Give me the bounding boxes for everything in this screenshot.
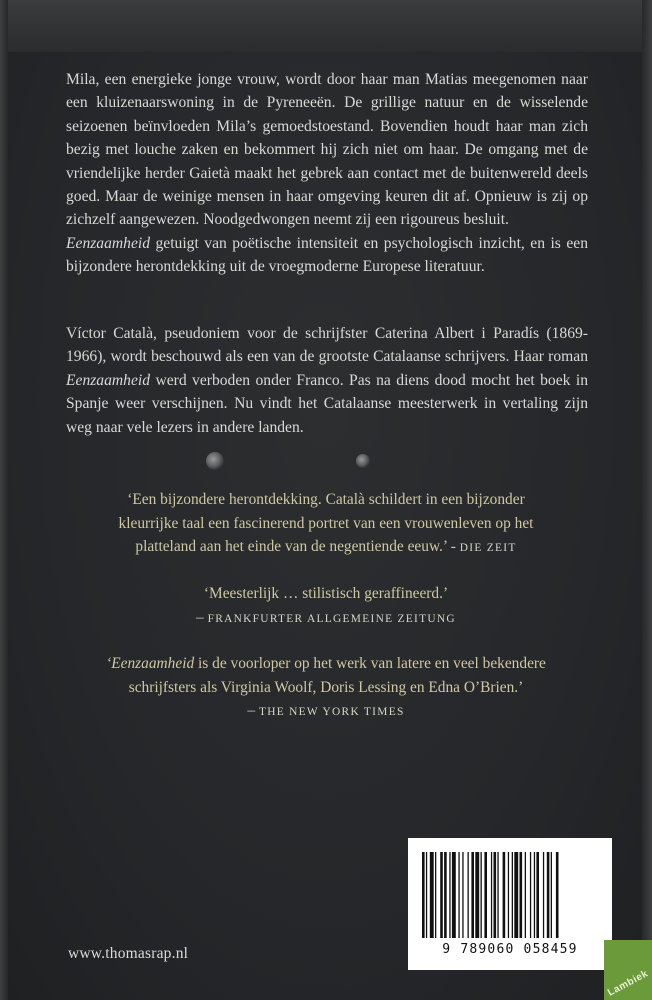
isbn-number: 9 789060 058459 bbox=[442, 942, 578, 957]
quote-source: FRANKFURTER ALLGEMEINE ZEITUNG bbox=[207, 612, 456, 625]
quote-text: is de voorloper op het werk van latere en veel bekendere bbox=[194, 655, 546, 672]
barcode-graphic bbox=[422, 852, 598, 940]
sticker-text: Lambiek bbox=[605, 968, 651, 999]
publisher-url: www.thomasrap.nl bbox=[68, 945, 189, 962]
quote-source: DIE ZEIT bbox=[459, 542, 517, 555]
synopsis-conclusion-text: getuigt van poëtische intensiteit en psychologisch inzicht, en is een bijzondere herontdekking uit de vroegmoderne Europese literatuur. bbox=[66, 234, 588, 276]
book-title-italic: Eenzaamheid bbox=[66, 371, 151, 389]
cover-scratch-mark bbox=[356, 454, 370, 468]
quote-line: kleurrijke taal een fascinerend portret van een vrouwenleven op het bbox=[118, 514, 534, 532]
cover-scratch-mark bbox=[206, 452, 224, 470]
quote-line bbox=[40, 606, 612, 632]
review-quote-nyt bbox=[40, 652, 612, 725]
book-title-italic: ‘Eenzaamheid bbox=[106, 655, 195, 672]
synopsis-main: Mila, een energieke jonge vrouw, wordt door haar man Matias meegenomen naar een kluizenaarswoning in de Pyreneeën. De grillige natuur en de wisselende seizoenen beïnvloeden Mila’s gemoedstoestand. Bovendien houdt haar man zich bezig met louche zaken en bekommert hij zich niet om haar. De omgang met de vriendelijke herder Gaietà maakt het gebrek aan contact met de buitenwereld deels goed. Maar de weinige mensen in haar omgeving keuren dit af. Opnieuw is zij op zichzelf aangewezen. Noodgedwongen neemt zij een rigoureus besluit. bbox=[66, 71, 588, 229]
author-bio bbox=[66, 322, 588, 439]
quote-line bbox=[40, 699, 612, 725]
bio-paragraph bbox=[66, 322, 588, 439]
quote-dash: – bbox=[196, 608, 208, 626]
lambiek-sticker bbox=[604, 940, 652, 1000]
bio-part1: Víctor Català, pseudoniem voor de schrijfster Caterina Albert i Paradís (1869-1966), wordt beschouwd als een van de grootste Catalaanse schrijvers. Haar roman bbox=[66, 325, 588, 366]
synopsis-text bbox=[66, 68, 588, 279]
isbn-barcode bbox=[408, 838, 612, 970]
cover-right-edge bbox=[642, 0, 652, 1000]
cover-left-edge bbox=[0, 0, 8, 1000]
review-quote-faz bbox=[40, 582, 612, 631]
synopsis-paragraph bbox=[66, 68, 588, 232]
quote-line: ‘Meesterlijk … stilistisch geraffineerd.’ bbox=[203, 585, 449, 602]
bio-part2: werd verboden onder Franco. Pas na diens dood mocht het boek in Spanje weer verschijnen. Nu vindt het Catalaanse meesterwerk in vertaling zijn weg naar vele lezers in andere landen. bbox=[66, 371, 588, 436]
book-title-italic: Eenzaamheid bbox=[66, 234, 151, 252]
quote-text: platteland aan het einde van de negentiende eeuw.’ - bbox=[135, 538, 460, 556]
quote-line bbox=[40, 652, 612, 676]
quote-source: THE NEW YORK TIMES bbox=[258, 706, 405, 719]
quote-line: ‘Een bijzondere herontdekking. Català schildert in een bijzonder bbox=[127, 491, 525, 508]
review-quote-die-zeit bbox=[40, 488, 612, 561]
synopsis-conclusion bbox=[66, 232, 588, 279]
quote-line bbox=[40, 535, 612, 561]
quote-dash: – bbox=[247, 702, 259, 720]
quote-line: schrijfsters als Virginia Woolf, Doris Lessing en Edna O’Brien.’ bbox=[128, 678, 524, 696]
cover-top-edge bbox=[0, 0, 652, 52]
